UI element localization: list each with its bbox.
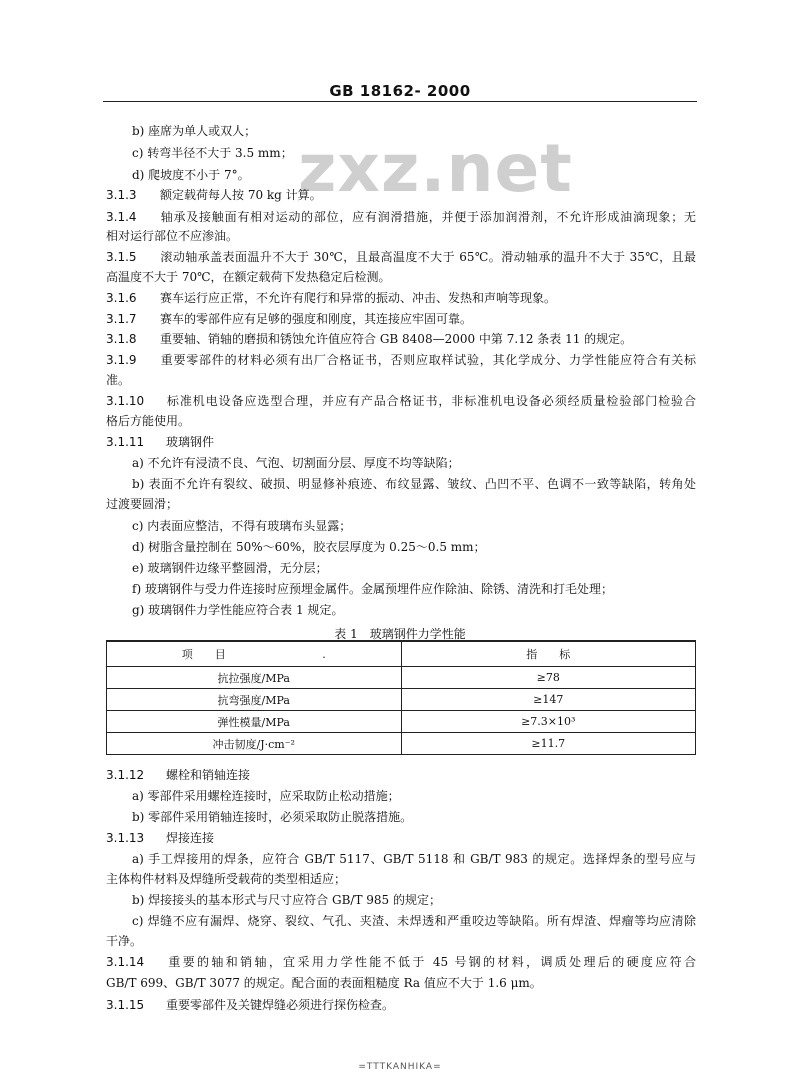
table-row — [107, 667, 696, 689]
clause-continuation: 高温度不大于 70℃，在额定载荷下发热稳定后检测。 — [106, 270, 391, 284]
clause-3-1-4: 3.1.4 轴承及接触面有相对运动的部位，应有润滑措施，并便于添加润滑剂，不允许形成油滴现象；无 — [106, 210, 696, 224]
list-item-continuation: 过渡要圆滑； — [106, 497, 179, 511]
table-header-value: 指 标 — [401, 641, 696, 667]
table-cell-value: ≥11.7 — [401, 733, 696, 755]
table-header-item: 项 目 . — [107, 641, 402, 667]
clause-3-1-3: 3.1.3 额定载荷每人按 70 kg 计算。 — [106, 188, 322, 202]
clause-3-1-9: 3.1.9 重要零部件的材料必须有出厂合格证书，否则应取样试验，其化学成分、力学性能应符合有关标 — [106, 353, 696, 367]
list-item: a) 不允许有浸渍不良、气泡、切割面分层、厚度不均等缺陷； — [132, 456, 460, 470]
table-row — [107, 733, 696, 755]
list-item: d) 爬坡度不小于 7°。 — [132, 168, 250, 182]
table-cell-value: ≥7.3×10³ — [401, 711, 696, 733]
header-rule — [103, 101, 697, 102]
list-item: c) 转弯半径不大于 3.5 mm； — [132, 146, 293, 160]
list-item: c) 内表面应整洁，不得有玻璃布头显露； — [132, 519, 352, 533]
table-row — [107, 711, 696, 733]
list-item-continuation: 主体构件材料及焊缝所受载荷的类型相适应； — [106, 872, 347, 886]
table-caption: 表 1 玻璃钢件力学性能 — [334, 627, 466, 641]
table-header-row — [107, 641, 696, 667]
clause-3-1-11: 3.1.11 玻璃钢件 — [106, 435, 215, 449]
list-item: b) 座席为单人或双人； — [132, 124, 257, 138]
watermark: zxz.net — [298, 130, 573, 207]
list-item: a) 手工焊接用的焊条，应符合 GB/T 5117、GB/T 5118 和 GB/T 983 的规定。选择焊条的型号应与 — [132, 852, 696, 866]
clause-3-1-5: 3.1.5 滚动轴承盖表面温升不大于 30℃，且最高温度不大于 65℃。滑动轴承的温升不大于 35℃，且最 — [106, 250, 696, 264]
clause-3-1-10: 3.1.10 标准机电设备应选型合理，并应有产品合格证书，非标准机电设备必须经质量检验部门检验合 — [106, 394, 696, 408]
clause-3-1-15: 3.1.15 重要零部件及关键焊缝必须进行探伤检查。 — [106, 998, 395, 1012]
clause-3-1-8: 3.1.8 重要轴、销轴的磨损和锈蚀允许值应符合 GB 8408—2000 中第 7.12 条表 11 的规定。 — [106, 332, 633, 346]
clause-continuation: 准。 — [106, 373, 131, 387]
list-item: g) 玻璃钢件力学性能应符合表 1 规定。 — [132, 603, 344, 617]
list-item: f) 玻璃钢件与受力件连接时应预埋金属件。金属预埋件应作除油、除锈、清洗和打毛处理； — [132, 582, 613, 596]
table-cell-item: 抗弯强度/MPa — [107, 689, 402, 711]
list-item: c) 焊缝不应有漏焊、烧穿、裂纹、气孔、夹渣、未焊透和严重咬边等缺陷。所有焊渣、焊瘤等均应清除 — [132, 914, 696, 928]
standard-header: GB 18162- 2000 — [329, 82, 471, 100]
clause-continuation: 相对运行部位不应渗油。 — [106, 229, 239, 243]
clause-3-1-6: 3.1.6 赛车运行应正常，不允许有爬行和异常的振动、冲击、发热和声响等现象。 — [106, 291, 557, 305]
list-item: e) 玻璃钢件边缘平整圆滑，无分层； — [132, 561, 328, 575]
table-1 — [106, 640, 696, 755]
table-cell-item: 抗拉强度/MPa — [107, 667, 402, 689]
clause-continuation: 格后方能使用。 — [106, 414, 191, 428]
clause-3-1-12: 3.1.12 螺栓和销轴连接 — [106, 768, 251, 782]
list-item: b) 表面不允许有裂纹、破损、明显修补痕迹、布纹显露、皱纹、凸凹不平、色调不一致等缺陷，转角处 — [132, 477, 696, 491]
list-item: a) 零部件采用螺栓连接时，应采取防止松动措施； — [132, 789, 400, 803]
list-item: b) 零部件采用销轴连接时，必须采取防止脱落措施。 — [132, 810, 413, 824]
list-item: d) 树脂含量控制在 50%～60%，胶衣层厚度为 0.25～0.5 mm； — [132, 540, 486, 554]
table-cell-item: 弹性模量/MPa — [107, 711, 402, 733]
clause-continuation: GB/T 699、GB/T 3077 的规定。配合面的表面粗糙度 Ra 值应不大于 1.6 μm。 — [106, 976, 542, 990]
list-item: b) 焊接接头的基本形式与尺寸应符合 GB/T 985 的规定； — [132, 893, 441, 907]
table-cell-item: 冲击韧度/J·cm⁻² — [107, 733, 402, 755]
table-cell-value: ≥78 — [401, 667, 696, 689]
clause-3-1-14: 3.1.14 重要的轴和销轴，宜采用力学性能不低于 45 号钢的材料，调质处理后的硬度应符合 — [106, 955, 696, 969]
clause-3-1-7: 3.1.7 赛车的零部件应有足够的强度和刚度，其连接应牢固可靠。 — [106, 312, 473, 326]
table-cell-value: ≥147 — [401, 689, 696, 711]
page-footer: =TTTKANHIKA= — [358, 1062, 442, 1072]
table-row — [107, 689, 696, 711]
list-item-continuation: 干净。 — [106, 934, 143, 948]
clause-3-1-13: 3.1.13 焊接连接 — [106, 831, 215, 845]
